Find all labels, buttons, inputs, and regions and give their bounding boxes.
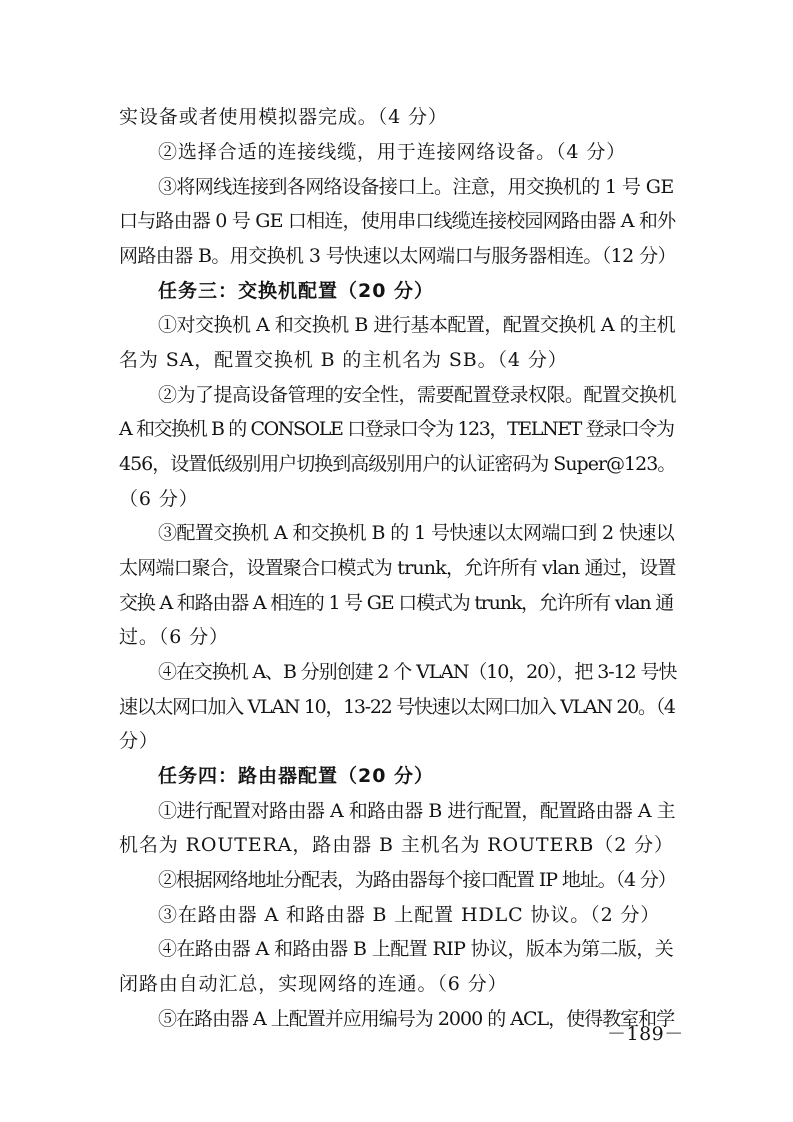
- text-line: ②根据网络地址分配表，为路由器每个接口配置 IP 地址。（4 分）: [158, 869, 676, 891]
- text-line: 分）: [119, 730, 159, 752]
- text-line: ①对交换机 A 和交换机 B 进行基本配置，配置交换机 A 的主机: [158, 314, 676, 336]
- text-line: ④在交换机 A、B 分别创建 2 个 VLAN（10，20），把 3-12 号快: [158, 661, 677, 683]
- text-line: ④在路由器 A 和路由器 B 上配置 RIP 协议，版本为第二版，关: [158, 938, 674, 960]
- text-line: 速以太网口加入 VLAN 10，13-22 号快速以太网口加入 VLAN 20。（4: [119, 696, 675, 718]
- text-line: 网路由器 B。用交换机 3 号快速以太网端口与服务器相连。（12 分）: [119, 245, 676, 267]
- text-line: A 和交换机 B 的 CONSOLE 口登录口令为 123，TELNET 登录口令为: [119, 418, 674, 440]
- text-line: 机名为 ROUTERA，路由器 B 主机名为 ROUTERB（2 分）: [119, 834, 674, 856]
- text-line: ②为了提高设备管理的安全性，需要配置登录权限。配置交换机: [158, 384, 677, 406]
- text-line: ①进行配置对路由器 A 和路由器 B 进行配置，配置路由器 A 主: [158, 800, 676, 822]
- text-line: 过。（6 分）: [119, 626, 229, 648]
- page-number: －189－: [607, 1023, 684, 1045]
- text-line: （6 分）: [119, 488, 199, 510]
- text-line: 456，设置低级别用户切换到高级别用户的认证密码为 Super@123。: [119, 453, 676, 475]
- text-line: ②选择合适的连接线缆，用于连接网络设备。（4 分）: [158, 141, 627, 163]
- text-line: 名为 SA，配置交换机 B 的主机名为 SB。（4 分）: [119, 349, 568, 371]
- text-line: 实设备或者使用模拟器完成。（4 分）: [119, 106, 448, 128]
- text-line: 闭路由自动汇总，实现网络的连通。（6 分）: [119, 973, 508, 995]
- text-line: ③在路由器 A 和路由器 B 上配置 HDLC 协议。（2 分）: [158, 904, 661, 926]
- text-line: ③配置交换机 A 和交换机 B 的 1 号快速以太网端口到 2 快速以: [158, 522, 675, 544]
- section-heading: 任务四：路由器配置（20 分）: [158, 765, 435, 787]
- text-line: 交换 A 和路由器 A 相连的 1 号 GE 口模式为 trunk，允许所有 vlan 通: [119, 592, 674, 614]
- section-heading: 任务三：交换机配置（20 分）: [158, 280, 435, 302]
- text-line: ⑤在路由器 A 上配置并应用编号为 2000 的 ACL，使得教室和学: [158, 1008, 675, 1030]
- text-line: 太网端口聚合，设置聚合口模式为 trunk，允许所有 vlan 通过，设置: [119, 557, 676, 579]
- text-line: 口与路由器 0 号 GE 口相连，使用串口线缆连接校园网路由器 A 和外: [119, 210, 676, 232]
- text-line: ③将网线连接到各网络设备接口上。注意，用交换机的 1 号 GE: [158, 176, 674, 198]
